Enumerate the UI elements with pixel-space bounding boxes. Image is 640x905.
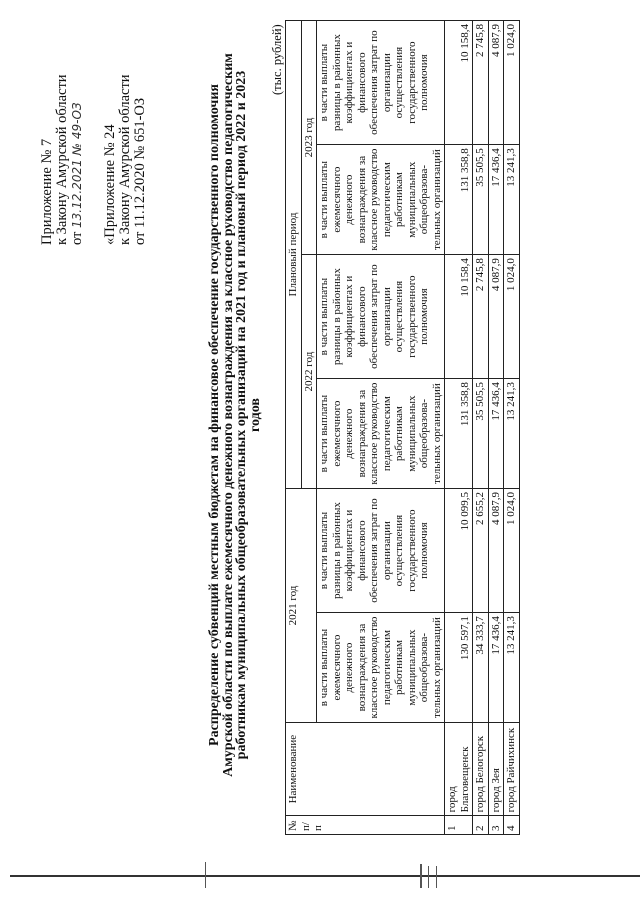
table-row [473, 21, 489, 835]
cell-value: 2 745,8 [473, 255, 489, 379]
subvention-table [285, 20, 520, 835]
cell-value: 2 655,2 [473, 489, 489, 613]
title-line-4: годов [247, 398, 263, 432]
scan-mark [436, 866, 437, 888]
row-number: 3 [488, 816, 504, 835]
row-name: город Зея [488, 722, 504, 815]
header-2022-coefficient: в части выплаты разницы в районных коэффициентах и финансового обеспечения затрат по организации осуществления государственного полномочия [317, 255, 445, 379]
row-number: 1 [445, 816, 473, 835]
header-planned-period: Плановый период [286, 21, 302, 489]
header-name: Наименование [286, 722, 445, 815]
cell-value: 1 024,0 [504, 21, 520, 145]
scan-mark [420, 864, 422, 888]
title-line-2: Амурской области по выплате ежемесячного денежного вознаграждения за классное руководство педагогическим [220, 53, 236, 777]
title-line-1: Распределение субвенций местным бюджетам на финансовое обеспечение государственного полномочия [207, 84, 222, 746]
cell-value: 13 241,3 [504, 379, 520, 489]
cell-value: 13 241,3 [504, 613, 520, 723]
header-2022: 2022 год [301, 255, 317, 489]
appendix-number: Приложение № 7 [39, 138, 55, 245]
old-law-date: от 11.12.2020 № 651-ОЗ [132, 97, 148, 245]
scan-mark [205, 862, 206, 888]
header-2021-coefficient: в части выплаты разницы в районных коэффициентах и финансового обеспечения затрат по организации осуществления государственного полномочия [317, 489, 445, 613]
handwritten-date-number: 13.12.2021 № 49-ОЗ [70, 102, 84, 228]
cell-value: 17 436,4 [488, 379, 504, 489]
header-2022-classroom: в части выплаты ежемесячного денежного вознаграждения за классное руководство педагогическим работникам муниципальных общеобразова-тельных организаций [317, 379, 445, 489]
table-row [445, 21, 473, 835]
cell-value: 131 358,8 [445, 145, 473, 255]
row-name: город Благовещенск [445, 722, 473, 815]
law-reference: к Закону Амурской области [54, 74, 70, 245]
cell-value: 2 745,8 [473, 21, 489, 145]
row-number: 4 [504, 816, 520, 835]
appendix-header [40, 25, 148, 245]
cell-value: 4 087,9 [488, 255, 504, 379]
cell-value: 1 024,0 [504, 489, 520, 613]
law-date-line [70, 25, 85, 245]
cell-value: 4 087,9 [488, 21, 504, 145]
scan-edge-line [10, 875, 640, 877]
header-number: № п/п [286, 816, 445, 835]
old-appendix-number: «Приложение № 24 [102, 124, 118, 245]
cell-value: 34 333,7 [473, 613, 489, 723]
rotated-page [20, 5, 580, 865]
unit-label: (тыс. рублей) [270, 24, 284, 95]
header-2021-classroom: в части выплаты ежемесячного денежного вознаграждения за классное руководство педагогическим работникам муниципальных общеобразова-тельных организаций [317, 613, 445, 723]
header-2023-classroom: в части выплаты ежемесячного денежного вознаграждения за классное руководство педагогическим работникам муниципальных общеобразова-тельных организаций [317, 145, 445, 255]
row-name: город Белогорск [473, 722, 489, 815]
cell-value: 10 158,4 [445, 255, 473, 379]
cell-value: 10 158,4 [445, 21, 473, 145]
row-name: город Райчихинск [504, 722, 520, 815]
cell-value: 130 597,1 [445, 613, 473, 723]
scan-mark [428, 866, 429, 888]
cell-value: 35 505,5 [473, 145, 489, 255]
cell-value: 1 024,0 [504, 255, 520, 379]
cell-value: 17 436,4 [488, 145, 504, 255]
cell-value: 131 358,8 [445, 379, 473, 489]
cell-value: 35 505,5 [473, 379, 489, 489]
cell-value: 13 241,3 [504, 145, 520, 255]
header-2023-coefficient: в части выплаты разницы в районных коэффициентах и финансового обеспечения затрат по организации осуществления государственного полномочия [317, 21, 445, 145]
header-2021: 2021 год [286, 489, 317, 723]
from-prefix: от [69, 231, 85, 245]
old-law-reference: к Закону Амурской области [117, 74, 133, 245]
header-2023: 2023 год [301, 21, 317, 255]
cell-value: 17 436,4 [488, 613, 504, 723]
cell-value: 10 099,5 [445, 489, 473, 613]
table-row [488, 21, 504, 835]
cell-value: 4 087,9 [488, 489, 504, 613]
table-row [504, 21, 520, 835]
title-line-3: работникам муниципальных общеобразовательных организаций на 2021 год и плановый период 2022 и 2023 [234, 70, 249, 760]
document-title [208, 5, 262, 825]
row-number: 2 [473, 816, 489, 835]
